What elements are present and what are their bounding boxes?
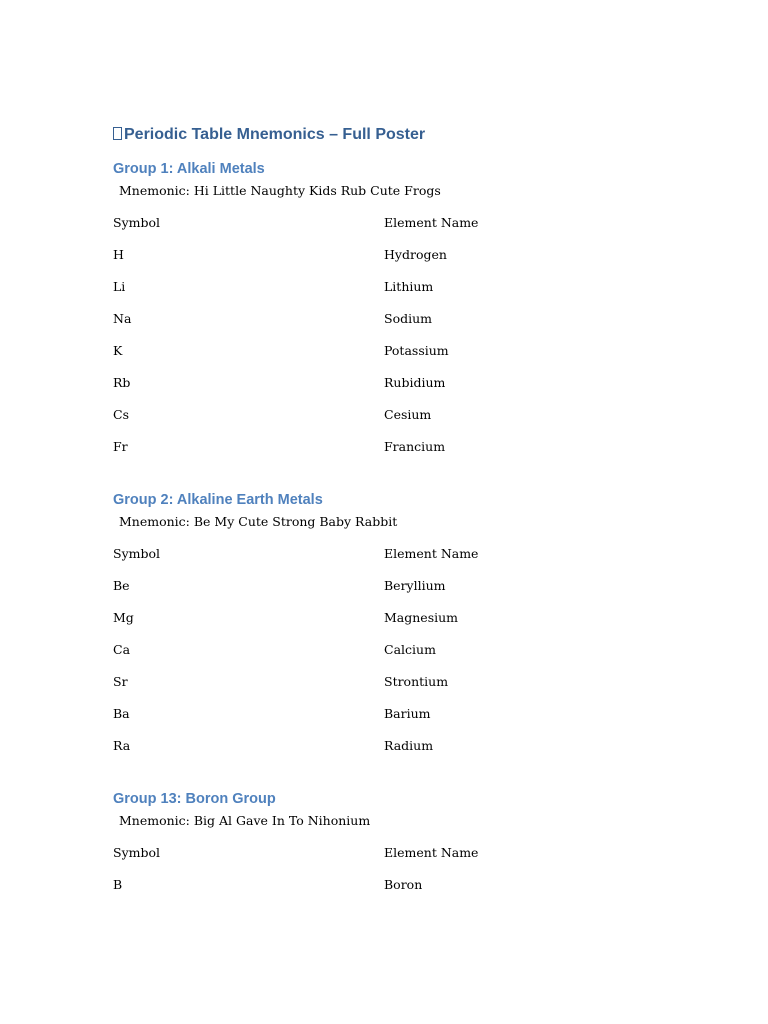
element-symbol: Cs — [113, 407, 129, 422]
header-symbol: Symbol — [113, 215, 161, 230]
element-symbol: Li — [113, 279, 126, 294]
element-symbol: Mg — [113, 610, 134, 625]
element-symbol: Sr — [113, 674, 128, 689]
header-element-name: Element Name — [384, 845, 479, 860]
element-symbol: Rb — [113, 375, 131, 390]
table-row — [113, 340, 673, 372]
element-name: Strontium — [384, 674, 449, 689]
unknown-glyph-icon — [113, 127, 122, 140]
group-section — [113, 489, 673, 767]
element-name: Magnesium — [384, 610, 459, 625]
group-heading: Group 1: Alkali Metals — [113, 161, 265, 177]
element-name: Radium — [384, 738, 434, 753]
table-row — [113, 671, 673, 703]
element-table — [113, 543, 673, 767]
table-row — [113, 735, 673, 767]
table-row — [113, 607, 673, 639]
table-row — [113, 308, 673, 340]
table-header-row — [113, 543, 673, 575]
header-element-name: Element Name — [384, 546, 479, 561]
group-section — [113, 788, 673, 906]
group-section — [113, 158, 673, 468]
element-name: Sodium — [384, 311, 432, 326]
group-mnemonic: Mnemonic: Big Al Gave In To Nihonium — [119, 813, 371, 828]
table-row — [113, 276, 673, 308]
header-symbol: Symbol — [113, 845, 161, 860]
element-symbol: B — [113, 877, 123, 892]
element-symbol: H — [113, 247, 124, 262]
element-name: Barium — [384, 706, 431, 721]
table-header-row — [113, 842, 673, 874]
element-name: Rubidium — [384, 375, 446, 390]
table-row — [113, 244, 673, 276]
element-symbol: Be — [113, 578, 130, 593]
group-mnemonic: Mnemonic: Be My Cute Strong Baby Rabbit — [119, 514, 398, 529]
header-element-name: Element Name — [384, 215, 479, 230]
element-name: Francium — [384, 439, 446, 454]
element-symbol: Ca — [113, 642, 131, 657]
element-name: Calcium — [384, 642, 436, 657]
element-symbol: Fr — [113, 439, 128, 454]
element-name: Lithium — [384, 279, 434, 294]
table-row — [113, 874, 673, 906]
element-table — [113, 842, 673, 906]
element-symbol: Na — [113, 311, 132, 326]
table-header-row — [113, 212, 673, 244]
element-table — [113, 212, 673, 468]
table-row — [113, 639, 673, 671]
table-row — [113, 404, 673, 436]
element-name: Beryllium — [384, 578, 446, 593]
document-title — [113, 122, 673, 148]
element-symbol: K — [113, 343, 123, 358]
element-name: Cesium — [384, 407, 432, 422]
header-symbol: Symbol — [113, 546, 161, 561]
element-name: Potassium — [384, 343, 449, 358]
element-name: Hydrogen — [384, 247, 447, 262]
element-symbol: Ba — [113, 706, 130, 721]
table-row — [113, 372, 673, 404]
table-row — [113, 703, 673, 735]
group-heading: Group 2: Alkaline Earth Metals — [113, 492, 323, 508]
table-row — [113, 575, 673, 607]
group-mnemonic: Mnemonic: Hi Little Naughty Kids Rub Cute Frogs — [119, 183, 441, 198]
group-heading: Group 13: Boron Group — [113, 791, 276, 807]
document-title-text: Periodic Table Mnemonics – Full Poster — [124, 126, 426, 143]
element-name: Boron — [384, 877, 423, 892]
element-symbol: Ra — [113, 738, 131, 753]
document-page — [113, 122, 673, 906]
table-row — [113, 436, 673, 468]
